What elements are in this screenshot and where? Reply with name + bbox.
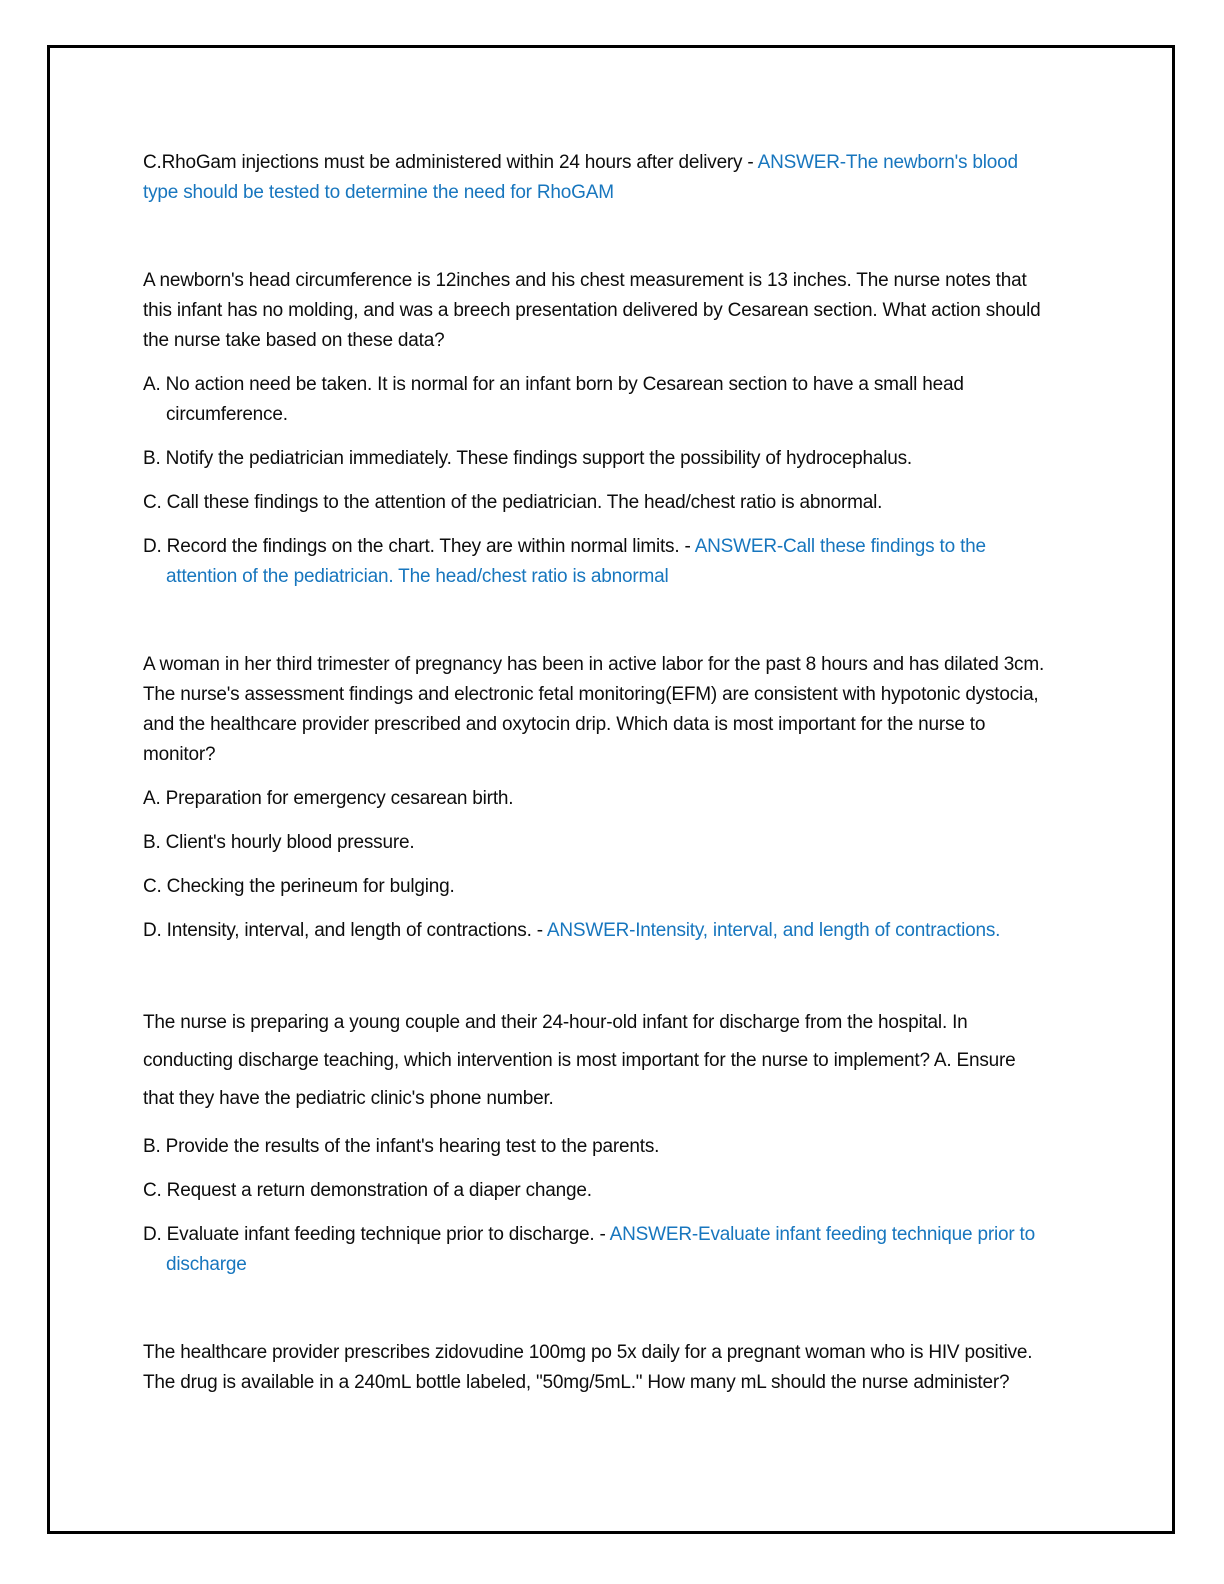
question-text: The healthcare provider prescribes zidovudine 100mg po 5x daily for a pregnant woman who is HIV positive. The drug is available in a 240mL bottle labeled, "50mg/5mL." How many mL should the nurse administer? [143, 1342, 1033, 1393]
blank-line [143, 1294, 1050, 1324]
question-paragraph [143, 650, 1050, 770]
answer-option [143, 916, 1050, 946]
question-text: D. Record the findings on the chart. They are within normal limits. - [143, 536, 695, 557]
document-content [143, 148, 1050, 1412]
question-paragraph [143, 266, 1050, 356]
question-text: C. Checking the perineum for bulging. [143, 876, 455, 897]
answer-option [143, 1132, 1050, 1162]
question-text: B. Provide the results of the infant's hearing test to the parents. [143, 1136, 660, 1157]
blank-line [143, 222, 1050, 252]
question-paragraph [143, 148, 1050, 208]
question-paragraph [143, 1338, 1050, 1398]
question-text: A. Preparation for emergency cesarean birth. [143, 788, 514, 809]
answer-option [143, 1176, 1050, 1206]
blank-line [143, 606, 1050, 636]
question-text: The nurse is preparing a young couple and their 24-hour-old infant for discharge from the hospital. In conducting discharge teaching, which intervention is most important for the nurse to implement? A. Ensure that they have the pediatric clinic's phone number. [143, 1012, 1016, 1109]
question-text: A newborn's head circumference is 12inches and his chest measurement is 13 inches. The nurse notes that this infant has no molding, and was a breech presentation delivered by Cesarean section. What action should the nurse take based on these data? [143, 270, 1041, 351]
answer-option [143, 444, 1050, 474]
answer-text: ANSWER-Intensity, interval, and length of contractions. [546, 920, 1001, 941]
question-text: C.RhoGam injections must be administered within 24 hours after delivery - [143, 152, 758, 173]
answer-text: ANSWER-Call these findings to the attention of the pediatrician. The head/chest ratio is abnormal [166, 536, 986, 587]
blank-line [143, 960, 1050, 990]
question-text: D. Intensity, interval, and length of contractions. - [143, 920, 547, 941]
question-text: B. Client's hourly blood pressure. [143, 832, 415, 853]
answer-option [143, 1220, 1050, 1280]
question-text: A. No action need be taken. It is normal for an infant born by Cesarean section to have a small head circumference. [143, 374, 964, 425]
answer-option [143, 872, 1050, 902]
question-text: B. Notify the pediatrician immediately. These findings support the possibility of hydrocephalus. [143, 448, 913, 469]
question-text: A woman in her third trimester of pregnancy has been in active labor for the past 8 hours and has dilated 3cm. The nurse's assessment findings and electronic fetal monitoring(EFM) are consistent with hypotonic dystocia, and the healthcare provider prescribed and oxytocin drip. Which data is most important for the nurse to monitor? [143, 654, 1045, 765]
question-paragraph [143, 1004, 1050, 1118]
answer-option [143, 532, 1050, 592]
answer-option [143, 828, 1050, 858]
answer-option [143, 370, 1050, 430]
answer-text: ANSWER-Evaluate infant feeding technique prior to discharge [166, 1224, 1035, 1275]
question-text: D. Evaluate infant feeding technique prior to discharge. - [143, 1224, 610, 1245]
question-text: C. Call these findings to the attention of the pediatrician. The head/chest ratio is abnormal. [143, 492, 883, 513]
answer-text: ANSWER-The newborn's blood type should be tested to determine the need for RhoGAM [143, 152, 1018, 203]
answer-option [143, 488, 1050, 518]
question-text: C. Request a return demonstration of a diaper change. [143, 1180, 592, 1201]
answer-option [143, 784, 1050, 814]
